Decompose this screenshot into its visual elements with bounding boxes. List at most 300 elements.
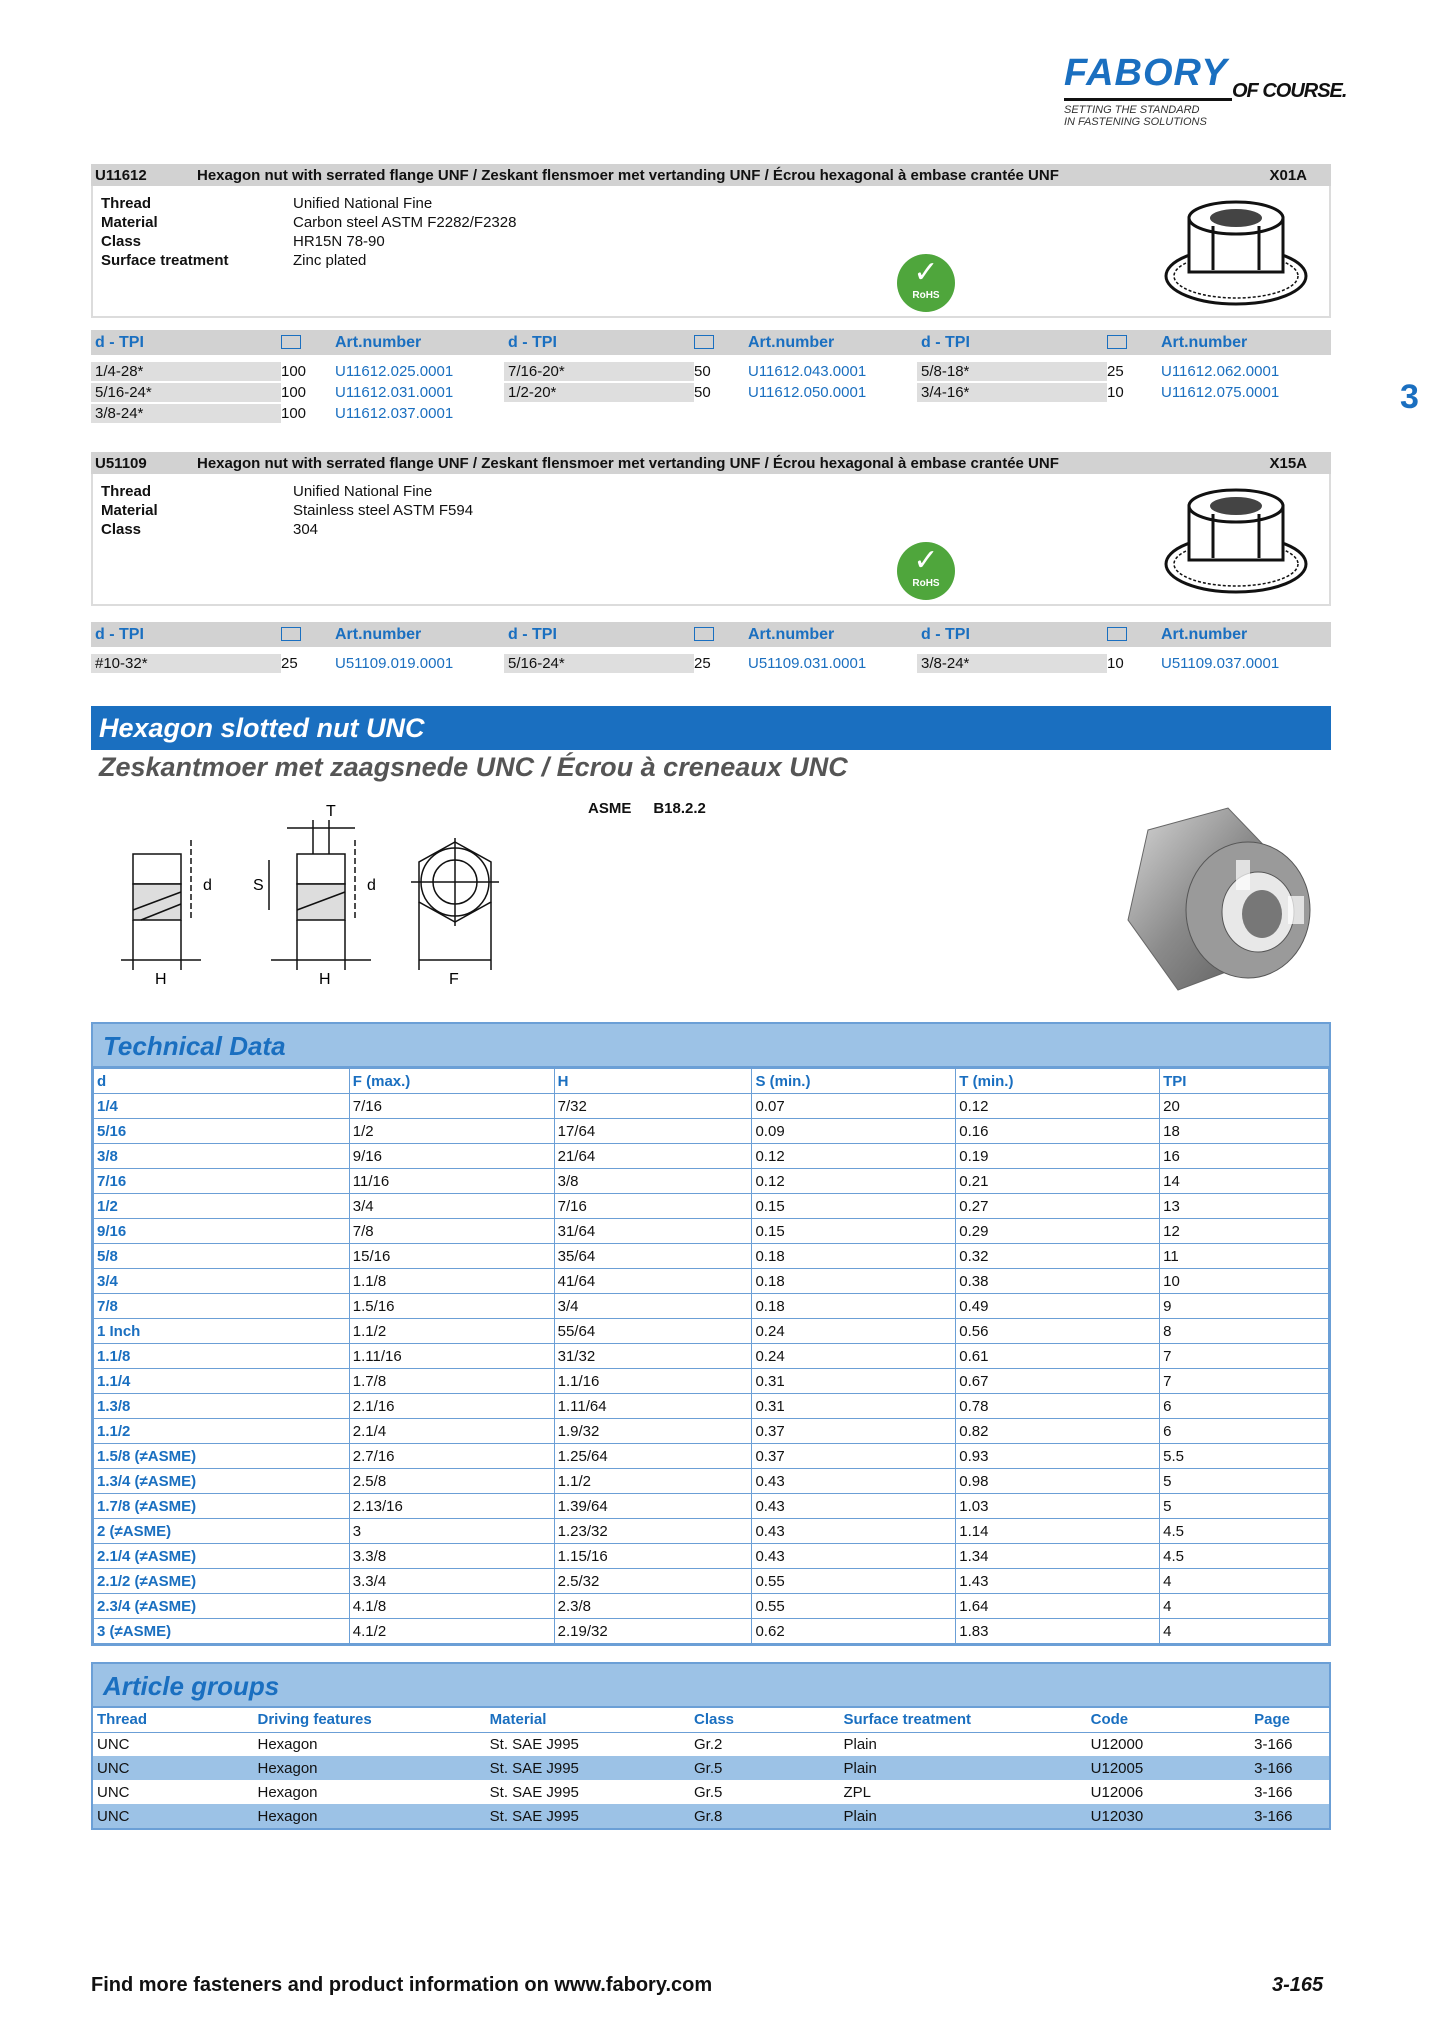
rohs-label: RoHS (912, 578, 940, 589)
table-cell: 0.82 (956, 1419, 1160, 1444)
table-cell: 1.9/32 (554, 1419, 752, 1444)
envelope-icon (281, 334, 335, 352)
column-header-d-tpi: d - TPI (508, 333, 557, 351)
table-cell: 9/16 (94, 1219, 350, 1244)
table-row (93, 1732, 1329, 1756)
column-header: T (min.) (956, 1069, 1160, 1094)
logo-tagline (1064, 104, 1207, 128)
table-cell: 2 (≠ASME) (94, 1519, 350, 1544)
table-cell: 5.5 (1160, 1444, 1329, 1469)
quantity-cell: 100 (281, 405, 307, 422)
table-cell: 0.15 (752, 1219, 956, 1244)
table-cell: St. SAE J995 (489, 1735, 579, 1753)
quantity-cell: 25 (1107, 363, 1124, 380)
product-title: Hexagon nut with serrated flange UNF / Zeskant flensmoer met vertanding UNF / Écrou hexagonal à embase crantée UNF (197, 166, 1059, 184)
spec-row (101, 251, 516, 270)
envelope-icon (694, 626, 748, 644)
list-item (91, 403, 504, 424)
table-row (94, 1494, 1329, 1519)
column-header-d-tpi: d - TPI (95, 333, 144, 351)
table-row (94, 1194, 1329, 1219)
table-cell: 1.25/64 (554, 1444, 752, 1469)
table-cell: 18 (1160, 1119, 1329, 1144)
logo-of-course: OF COURSE. (1232, 80, 1347, 102)
chapter-number: 3 (1400, 378, 1419, 416)
table-cell: 0.24 (752, 1344, 956, 1369)
table-cell: 7/16 (94, 1169, 350, 1194)
table-cell: 0.12 (752, 1144, 956, 1169)
spec-label: Class (101, 233, 142, 250)
table-cell: 3/8 (554, 1169, 752, 1194)
table-cell: 4.5 (1160, 1519, 1329, 1544)
table-cell: 1.5/8 (≠ASME) (94, 1444, 350, 1469)
logo-underline (1064, 98, 1232, 101)
spec-label: Material (101, 214, 158, 231)
table-cell: 0.43 (752, 1519, 956, 1544)
table-cell: 4.5 (1160, 1544, 1329, 1569)
table-cell: Gr.5 (693, 1783, 723, 1801)
table-cell: 4.1/2 (349, 1619, 554, 1644)
tpi-table-u51109 (91, 622, 1331, 674)
spec-row (101, 520, 473, 539)
table-cell: Plain (843, 1735, 877, 1753)
table-cell: 1.5/16 (349, 1294, 554, 1319)
product-header (91, 452, 1331, 474)
logo-tagline-2: IN FASTENING SOLUTIONS (1064, 116, 1207, 128)
table-cell: 1.39/64 (554, 1494, 752, 1519)
spec-label: Surface treatment (101, 252, 229, 269)
column-header-d-tpi: d - TPI (508, 625, 557, 643)
table-cell: 1/4 (94, 1094, 350, 1119)
envelope-icon (1107, 334, 1161, 352)
size-cell: 7/16-20* (504, 362, 694, 381)
column-header: Surface treatment (839, 1708, 1086, 1732)
spec-value: Zinc plated (293, 252, 367, 269)
list-item (917, 361, 1330, 382)
table-cell: Plain (839, 1756, 1086, 1780)
table-row (94, 1244, 1329, 1269)
quantity-cell: 50 (694, 384, 711, 401)
table-cell: 20 (1160, 1094, 1329, 1119)
table-cell: 1.1/2 (349, 1319, 554, 1344)
table-cell: 0.38 (956, 1269, 1160, 1294)
table-cell: 1.7/8 (349, 1369, 554, 1394)
article-link[interactable]: U11612.050.0001 (748, 384, 867, 401)
table-cell: 6 (1160, 1394, 1329, 1419)
table-cell: 7 (1160, 1344, 1329, 1369)
table-row (94, 1419, 1329, 1444)
table-cell: 0.29 (956, 1219, 1160, 1244)
table-cell: 1.11/16 (349, 1344, 554, 1369)
spec-row (101, 501, 473, 520)
list-item (917, 653, 1330, 674)
table-cell: 6 (1160, 1419, 1329, 1444)
spec-row (101, 194, 516, 213)
flange-nut-image (1161, 192, 1311, 310)
table-row (94, 1619, 1329, 1644)
table-cell: 2.19/32 (554, 1619, 752, 1644)
table-cell: 1.34 (956, 1544, 1160, 1569)
table-cell: 1.1/2 (554, 1469, 752, 1494)
drawing-label-s: S (253, 877, 264, 894)
table-cell: 3.3/4 (349, 1569, 554, 1594)
table-header-row (94, 1069, 1329, 1094)
column-header: Page (1250, 1708, 1329, 1732)
table-cell: St. SAE J995 (486, 1756, 690, 1780)
table-row (94, 1394, 1329, 1419)
quantity-cell: 100 (281, 384, 307, 401)
rohs-badge (897, 542, 955, 600)
product-group: X15A (1269, 454, 1307, 472)
table-cell: UNC (93, 1804, 253, 1828)
product-block-u51109 (91, 452, 1331, 606)
tpi-table-u11612 (91, 330, 1331, 424)
spec-row (101, 482, 473, 501)
table-cell: 9/16 (349, 1144, 554, 1169)
table-cell: 0.49 (956, 1294, 1160, 1319)
table-cell: 0.93 (956, 1444, 1160, 1469)
standard-name: ASME (588, 800, 632, 817)
list-item (917, 382, 1330, 403)
rohs-check-icon: ✓ (913, 256, 939, 289)
spec-row (101, 232, 516, 251)
column-header-d-tpi: d - TPI (921, 333, 970, 351)
table-cell: U12005 (1087, 1756, 1250, 1780)
table-cell: 8 (1160, 1319, 1329, 1344)
table-cell: 2.1/4 (≠ASME) (94, 1544, 350, 1569)
table-cell: 2.13/16 (349, 1494, 554, 1519)
column-header: Class (690, 1708, 840, 1732)
spec-value: HR15N 78-90 (293, 233, 385, 250)
table-cell: 0.43 (752, 1544, 956, 1569)
quantity-cell: 10 (1107, 384, 1124, 401)
table-cell: 1.64 (956, 1594, 1160, 1619)
column-header: Material (486, 1708, 690, 1732)
drawing-label-h: H (155, 971, 167, 988)
table-cell: 0.62 (752, 1619, 956, 1644)
table-cell: 31/32 (554, 1344, 752, 1369)
table-row (94, 1269, 1329, 1294)
table-cell: 9 (1160, 1294, 1329, 1319)
list-item (504, 361, 917, 382)
article-groups-table (91, 1662, 1331, 1830)
table-cell: 0.19 (956, 1144, 1160, 1169)
table-cell: 4 (1160, 1594, 1329, 1619)
table-cell: Hexagon (257, 1735, 318, 1753)
table-cell: 7/8 (349, 1219, 554, 1244)
table-row (93, 1804, 1329, 1828)
size-cell: 5/16-24* (504, 654, 694, 673)
table-cell: Gr.2 (693, 1735, 723, 1753)
table-cell: 7/32 (554, 1094, 752, 1119)
table-cell: 3-166 (1254, 1735, 1293, 1753)
rohs-label: RoHS (912, 290, 940, 301)
table-cell: 35/64 (554, 1244, 752, 1269)
table-cell: 21/64 (554, 1144, 752, 1169)
product-code: U51109 (95, 454, 147, 472)
table-cell: UNC (97, 1783, 130, 1801)
product-spec-box (91, 474, 1331, 606)
table-row (94, 1344, 1329, 1369)
table-cell: 17/64 (554, 1119, 752, 1144)
column-header: d (94, 1069, 350, 1094)
table-cell: 7/16 (349, 1094, 554, 1119)
table-cell: 31/64 (554, 1219, 752, 1244)
quantity-cell: 25 (281, 655, 298, 672)
table-cell: 1/2 (349, 1119, 554, 1144)
drawing-label-d: d (203, 877, 212, 894)
table-cell: 3 (349, 1519, 554, 1544)
envelope-icon (281, 626, 335, 644)
table-cell: Hexagon (253, 1756, 485, 1780)
spec-label: Thread (101, 483, 152, 500)
table-cell: 0.37 (752, 1419, 956, 1444)
table-cell: Plain (839, 1804, 1086, 1828)
slotted-nut-drawing (91, 800, 521, 1000)
table-cell: 55/64 (554, 1319, 752, 1344)
table-cell: 14 (1160, 1169, 1329, 1194)
table-cell: 12 (1160, 1219, 1329, 1244)
article-groups-heading: Article groups (93, 1664, 1329, 1708)
size-cell: 5/16-24* (91, 383, 281, 402)
spec-list (101, 482, 473, 539)
article-link[interactable]: U51109.019.0001 (335, 655, 454, 672)
table-cell: 0.56 (956, 1319, 1160, 1344)
column-header-art-number: Art.number (335, 333, 422, 351)
table-cell: 16 (1160, 1144, 1329, 1169)
column-header-d-tpi: d - TPI (95, 625, 144, 643)
table-row (94, 1294, 1329, 1319)
drawing-label-d: d (367, 877, 376, 894)
column-header: Code (1087, 1708, 1250, 1732)
table-cell: 3-166 (1254, 1783, 1293, 1801)
table-cell: 1.3/8 (94, 1394, 350, 1419)
spec-label: Thread (101, 195, 152, 212)
table-cell: 0.37 (752, 1444, 956, 1469)
size-cell: 5/8-18* (917, 362, 1107, 381)
table-cell: 2.1/2 (≠ASME) (94, 1569, 350, 1594)
table-cell: 0.31 (752, 1369, 956, 1394)
table-cell: 0.18 (752, 1269, 956, 1294)
quantity-cell: 100 (281, 363, 307, 380)
table-cell: 0.67 (956, 1369, 1160, 1394)
article-link[interactable]: U51109.037.0001 (1161, 655, 1280, 672)
column-header: Thread (93, 1708, 253, 1732)
column-header: TPI (1160, 1069, 1329, 1094)
standard-code: B18.2.2 (653, 800, 706, 817)
column-header: S (min.) (752, 1069, 956, 1094)
size-cell: 3/4-16* (917, 383, 1107, 402)
table-row (94, 1169, 1329, 1194)
table-cell: 0.32 (956, 1244, 1160, 1269)
article-link[interactable]: U11612.037.0001 (335, 405, 454, 422)
technical-data-table (91, 1022, 1331, 1646)
table-cell: Gr.5 (690, 1756, 840, 1780)
table-row (94, 1519, 1329, 1544)
spec-list (101, 194, 516, 270)
table-cell: 1.14 (956, 1519, 1160, 1544)
table-cell: 3/4 (349, 1194, 554, 1219)
table-cell: 7 (1160, 1369, 1329, 1394)
table-cell: 4 (1160, 1619, 1329, 1644)
article-link[interactable]: U11612.025.0001 (335, 363, 454, 380)
spec-label: Material (101, 502, 158, 519)
table-cell: 3/4 (94, 1269, 350, 1294)
table-row (94, 1444, 1329, 1469)
table-cell: 41/64 (554, 1269, 752, 1294)
table-cell: 3.3/8 (349, 1544, 554, 1569)
table-cell: 2.3/8 (554, 1594, 752, 1619)
table-row (94, 1319, 1329, 1344)
standard-reference (588, 800, 728, 817)
article-link[interactable]: U51109.031.0001 (748, 655, 867, 672)
column-header-d-tpi: d - TPI (921, 625, 970, 643)
table-row (94, 1594, 1329, 1619)
article-groups-grid (93, 1708, 1329, 1828)
spec-value: Carbon steel ASTM F2282/F2328 (293, 214, 517, 231)
drawing-label-f: F (449, 971, 459, 988)
slotted-nut-photo (1108, 800, 1338, 1010)
section-title: Hexagon slotted nut UNC (91, 706, 1331, 750)
spec-label: Class (101, 521, 142, 538)
table-cell: 1/2 (94, 1194, 350, 1219)
column-header: F (max.) (349, 1069, 554, 1094)
table-cell: 13 (1160, 1194, 1329, 1219)
table-cell: 0.15 (752, 1194, 956, 1219)
table-row (93, 1780, 1329, 1804)
table-row (94, 1569, 1329, 1594)
size-cell: #10-32* (91, 654, 281, 673)
size-cell: 3/8-24* (917, 654, 1107, 673)
table-cell: 15/16 (349, 1244, 554, 1269)
table-cell: 1.1/4 (94, 1369, 350, 1394)
tpi-rows (91, 361, 1331, 424)
table-cell: 5 (1160, 1469, 1329, 1494)
table-cell: 1 Inch (94, 1319, 350, 1344)
size-cell: 3/8-24* (91, 404, 281, 423)
table-cell: 2.7/16 (349, 1444, 554, 1469)
table-cell: 1.3/4 (≠ASME) (94, 1469, 350, 1494)
table-cell: 3 (≠ASME) (94, 1619, 350, 1644)
table-row (94, 1119, 1329, 1144)
table-cell: 1.7/8 (≠ASME) (94, 1494, 350, 1519)
list-item (91, 382, 504, 403)
table-cell: 1.1/8 (94, 1344, 350, 1369)
table-cell: 3-166 (1250, 1756, 1329, 1780)
table-cell: Hexagon (253, 1804, 485, 1828)
product-group: X01A (1269, 166, 1307, 184)
table-row (94, 1144, 1329, 1169)
table-cell: U12006 (1090, 1783, 1144, 1801)
envelope-icon (694, 334, 748, 352)
tpi-rows (91, 653, 1331, 674)
table-cell: 11/16 (349, 1169, 554, 1194)
table-cell: 1.43 (956, 1569, 1160, 1594)
table-cell: U12000 (1090, 1735, 1144, 1753)
table-cell: 2.1/16 (349, 1394, 554, 1419)
table-cell: U12030 (1087, 1804, 1250, 1828)
spec-row (101, 213, 516, 232)
table-cell: St. SAE J995 (489, 1783, 579, 1801)
list-item (91, 361, 504, 382)
table-cell: 0.98 (956, 1469, 1160, 1494)
table-cell: St. SAE J995 (486, 1804, 690, 1828)
drawing-label-t: T (326, 803, 336, 820)
fabory-logo (1064, 52, 1354, 134)
article-link[interactable]: U11612.062.0001 (1161, 363, 1280, 380)
quantity-cell: 50 (694, 363, 711, 380)
spec-value: Stainless steel ASTM F594 (293, 502, 474, 519)
logo-brand: FABORY (1064, 52, 1228, 94)
table-cell: 0.55 (752, 1569, 956, 1594)
table-cell: 0.43 (752, 1494, 956, 1519)
table-cell: 1.23/32 (554, 1519, 752, 1544)
list-item (504, 653, 917, 674)
table-row (93, 1756, 1329, 1780)
rohs-badge (897, 254, 955, 312)
table-row (94, 1219, 1329, 1244)
technical-data-grid (93, 1068, 1329, 1644)
table-cell: 0.55 (752, 1594, 956, 1619)
table-cell: 0.16 (956, 1119, 1160, 1144)
table-cell: 0.78 (956, 1394, 1160, 1419)
quantity-cell: 10 (1107, 655, 1124, 672)
quantity-cell: 25 (694, 655, 711, 672)
product-header (91, 164, 1331, 186)
table-cell: 4.1/8 (349, 1594, 554, 1619)
product-spec-box (91, 186, 1331, 318)
article-link[interactable]: U11612.075.0001 (1161, 384, 1280, 401)
size-cell: 1/4-28* (91, 362, 281, 381)
table-cell: 1.83 (956, 1619, 1160, 1644)
table-row (94, 1469, 1329, 1494)
rohs-check-icon: ✓ (913, 544, 939, 577)
section-subtitle: Zeskantmoer met zaagsnede UNC / Écrou à creneaux UNC (99, 752, 848, 782)
list-item (504, 382, 917, 403)
table-cell: 0.21 (956, 1169, 1160, 1194)
product-title: Hexagon nut with serrated flange UNF / Zeskant flensmoer met vertanding UNF / Écrou hexagonal à embase crantée UNF (197, 454, 1059, 472)
column-header: Driving features (253, 1708, 485, 1732)
column-header-art-number: Art.number (748, 625, 835, 643)
table-cell: 1.03 (956, 1494, 1160, 1519)
table-cell: 1.1/2 (94, 1419, 350, 1444)
spec-value: 304 (293, 521, 319, 538)
table-cell: 2.5/8 (349, 1469, 554, 1494)
table-cell: UNC (93, 1756, 253, 1780)
table-cell: 5 (1160, 1494, 1329, 1519)
table-cell: 0.09 (752, 1119, 956, 1144)
table-cell: 11 (1160, 1244, 1329, 1269)
size-cell: 1/2-20* (504, 383, 694, 402)
footer-text: Find more fasteners and product information on www.fabory.com (91, 1974, 713, 1996)
table-row (94, 1544, 1329, 1569)
column-header-art-number: Art.number (1161, 333, 1248, 351)
article-link[interactable]: U11612.031.0001 (335, 384, 454, 401)
table-header-row (93, 1708, 1329, 1732)
table-cell: ZPL (843, 1783, 871, 1801)
logo-tagline-1: SETTING THE STANDARD (1064, 104, 1200, 116)
table-cell: 0.12 (752, 1169, 956, 1194)
table-cell: 0.27 (956, 1194, 1160, 1219)
table-cell: 0.43 (752, 1469, 956, 1494)
spec-value: Unified National Fine (293, 483, 433, 500)
column-header-art-number: Art.number (1161, 625, 1248, 643)
spec-value: Unified National Fine (293, 195, 433, 212)
article-link[interactable]: U11612.043.0001 (748, 363, 867, 380)
table-cell: 0.24 (752, 1319, 956, 1344)
table-row (94, 1094, 1329, 1119)
table-cell: 5/16 (94, 1119, 350, 1144)
